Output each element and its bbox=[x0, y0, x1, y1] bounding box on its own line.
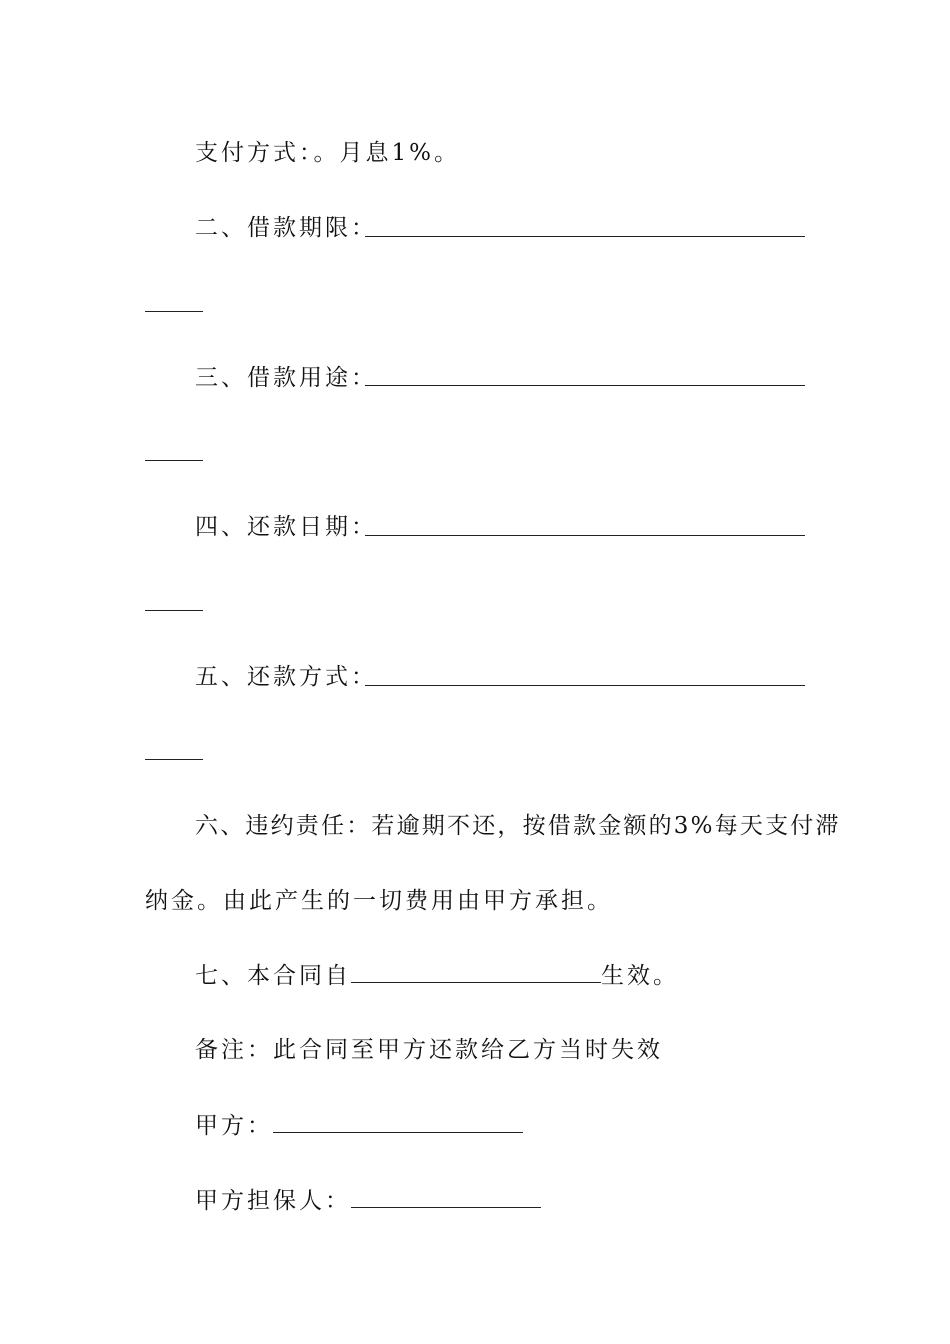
repay-method-label: 五、还款方式： bbox=[195, 664, 377, 690]
effective-line bbox=[195, 960, 679, 991]
breach-line-1: 六、违约责任：若逾期不还，按借款金额的3%每天支付滞 bbox=[195, 813, 841, 839]
repay-method-blank[interactable] bbox=[365, 684, 805, 686]
term-blank-continued[interactable] bbox=[145, 310, 203, 312]
breach-line-2: 纳金。由此产生的一切费用由甲方承担。 bbox=[145, 888, 613, 914]
party-a-blank[interactable] bbox=[273, 1110, 523, 1133]
purpose-blank[interactable] bbox=[365, 384, 805, 386]
guarantor-label: 甲方担保人： bbox=[195, 1188, 351, 1214]
party-a-label: 甲方： bbox=[195, 1113, 273, 1139]
guarantor-line bbox=[195, 1185, 541, 1216]
guarantor-blank[interactable] bbox=[351, 1185, 541, 1208]
effective-suffix: 生效。 bbox=[601, 963, 679, 989]
payment-method-line: 支付方式：。月息1%。 bbox=[195, 140, 460, 166]
effective-prefix: 七、本合同自 bbox=[195, 963, 351, 989]
term-line bbox=[195, 213, 377, 243]
repay-date-blank-continued[interactable] bbox=[145, 609, 203, 611]
term-blank[interactable] bbox=[365, 235, 805, 237]
effective-date-blank[interactable] bbox=[351, 960, 601, 983]
term-label: 二、借款期限： bbox=[195, 215, 377, 241]
purpose-blank-continued[interactable] bbox=[145, 459, 203, 461]
party-a-line bbox=[195, 1110, 523, 1141]
repay-method-blank-continued[interactable] bbox=[145, 758, 203, 760]
repay-date-label: 四、还款日期： bbox=[195, 514, 377, 540]
repay-date-blank[interactable] bbox=[365, 534, 805, 536]
repay-date-line bbox=[195, 512, 377, 542]
purpose-line bbox=[195, 363, 377, 393]
note-line: 备注：此合同至甲方还款给乙方当时失效 bbox=[195, 1037, 663, 1063]
repay-method-line bbox=[195, 662, 377, 692]
purpose-label: 三、借款用途： bbox=[195, 365, 377, 391]
